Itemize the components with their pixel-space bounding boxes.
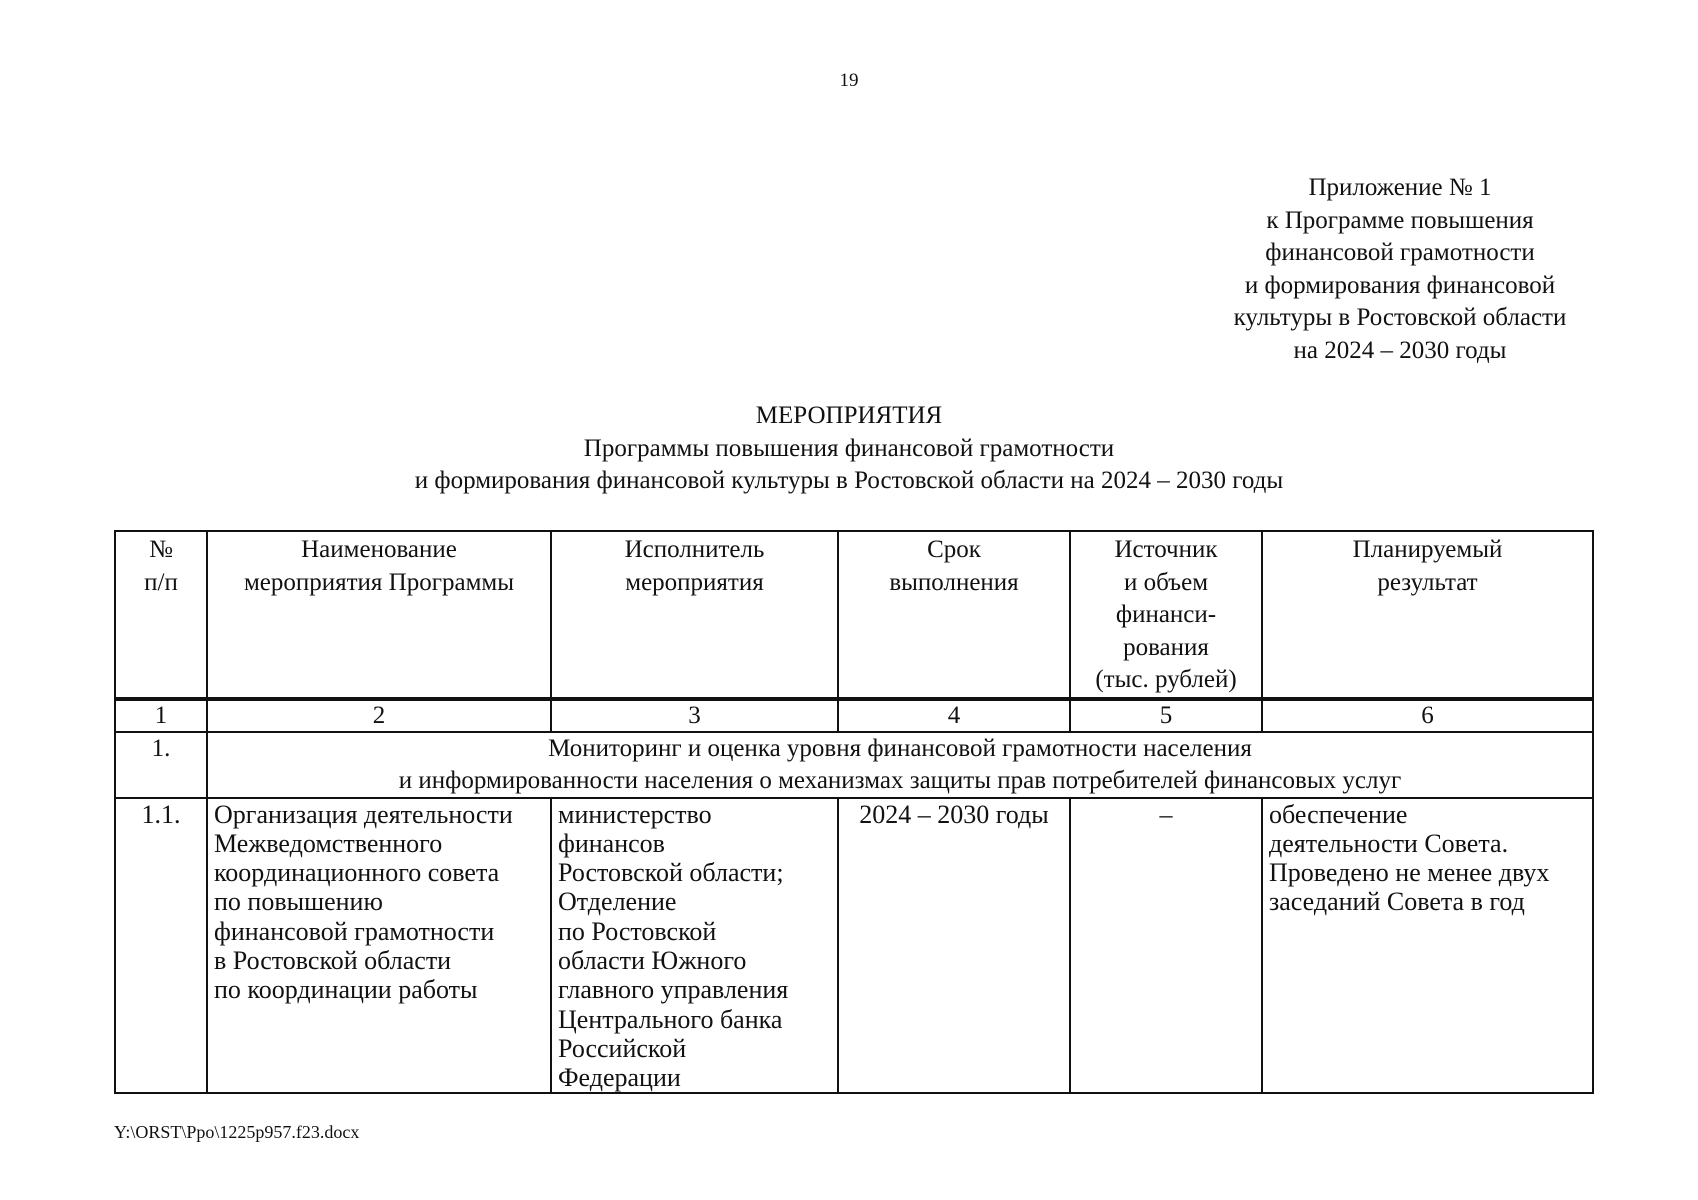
header-cell-executor: Исполнитель мероприятия: [551, 531, 838, 699]
row-activity-name: Организация деятельности Межведомственного координационного совета по повышению финансовой грамотности в Ростовской области по координации работы: [207, 798, 551, 1094]
row-funding: –: [1070, 798, 1262, 1094]
column-number-row: [115, 699, 1593, 732]
footer-file-path: Y:\ORST\Ppo\1225p957.f23.docx: [114, 1122, 360, 1142]
row-executor: министерство финансов Ростовской области; Отделение по Ростовской области Южного главного управления Центрального банка Российской Федерации: [551, 798, 838, 1094]
row-number: 1.1.: [115, 798, 207, 1094]
table-header-row: [115, 531, 1593, 699]
column-number: 4: [838, 699, 1070, 732]
column-number: 6: [1262, 699, 1593, 732]
column-number: 1: [115, 699, 207, 732]
appendix-line: финансовой грамотности: [1265, 239, 1535, 266]
header-cell-result: Планируемый результат: [1262, 531, 1593, 699]
header-cell-number: № п/п: [115, 531, 207, 699]
column-number: 3: [551, 699, 838, 732]
row-deadline: 2024 – 2030 годы: [838, 798, 1070, 1094]
header-cell-deadline: Срок выполнения: [838, 531, 1070, 699]
appendix-line: к Программе повышения: [1266, 206, 1534, 234]
table-row: [115, 798, 1593, 1094]
document-title: [0, 400, 1698, 498]
title-heading: МЕРОПРИЯТИЯ: [755, 402, 943, 429]
appendix-line: на 2024 – 2030 годы: [1293, 336, 1507, 364]
page-number: 19: [839, 70, 859, 91]
activities-table: [114, 530, 1594, 1094]
row-result: обеспечение деятельности Совета. Проведено не менее двух заседаний Совета в год: [1262, 798, 1593, 1094]
column-number: 5: [1070, 699, 1262, 732]
title-line: и формирования финансовой культуры в Ростовской области на 2024 – 2030 годы: [414, 467, 1284, 494]
appendix-note: [1180, 172, 1620, 367]
column-number: 2: [207, 699, 551, 732]
section-title: Мониторинг и оценка уровня финансовой грамотности населения и информированности населения о механизмах защиты прав потребителей финансовых услуг: [207, 732, 1593, 798]
header-cell-name: Наименование мероприятия Программы: [207, 531, 551, 699]
title-line: Программы повышения финансовой грамотности: [583, 434, 1115, 462]
header-cell-funding: Источник и объем финанси- рования (тыс. рублей): [1070, 531, 1262, 699]
section-number: 1.: [115, 732, 207, 798]
appendix-line: культуры в Ростовской области: [1233, 304, 1567, 331]
appendix-line: Приложение № 1: [1308, 174, 1492, 201]
appendix-line: и формирования финансовой: [1244, 271, 1556, 299]
section-row: [115, 732, 1593, 798]
